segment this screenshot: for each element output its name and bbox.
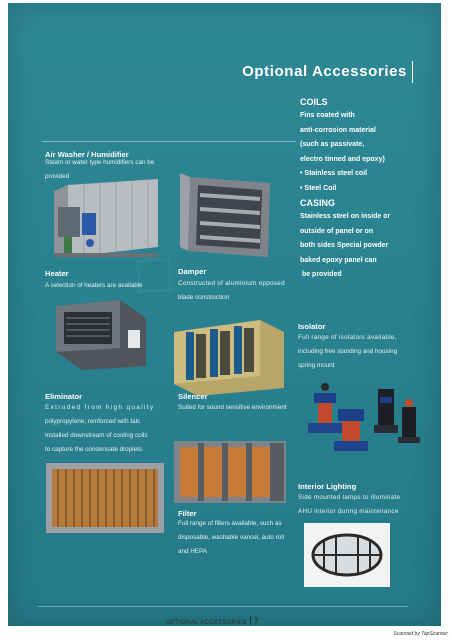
interior-lighting-line: AHU interior during maintenance [298, 508, 399, 515]
air-washer-heading: Air Washer / Humidifier [45, 150, 129, 159]
air-washer-line: provided [45, 173, 70, 180]
heater-photo [48, 296, 148, 370]
isolator-heading: Isolator [298, 322, 326, 331]
filter-line: disposable, washable vancel, auto roll [178, 534, 285, 541]
casing-text [300, 210, 390, 283]
lamp-photo [304, 523, 390, 587]
eliminator-text [45, 401, 162, 457]
silencer-text [178, 401, 287, 415]
eliminator-photo [46, 463, 164, 533]
filter-line: and HEPA [178, 548, 207, 555]
isolator-text [298, 331, 397, 373]
isolator-line: Full range of isolators available, [298, 334, 397, 341]
footer-label: OPTIONAL ACCESSORIES [166, 620, 247, 626]
air-washer-line: Steam or water type humidifiers can be [45, 159, 155, 166]
damper-line: Constructed of aluminium opposed [178, 280, 285, 287]
footer-separator [250, 616, 251, 625]
silencer-line: Suited for sound sensitive environment [178, 404, 287, 411]
coils-line: anti-corrosion material [300, 126, 376, 134]
silencer-heading: Silencer [178, 392, 208, 401]
interior-lighting-line: Side mounted lamps to illuminate [298, 494, 401, 501]
coils-text [300, 109, 385, 196]
casing-line: Stainless steel on inside or [300, 213, 391, 220]
casing-line: outside of panel or on [300, 227, 374, 235]
damper-text [178, 277, 285, 305]
eliminator-line: to capture the condensate droplets [45, 446, 142, 453]
heater-heading: Heater [45, 269, 69, 278]
casing-heading: CASING [300, 198, 336, 208]
eliminator-heading: Eliminator [45, 392, 83, 401]
coils-line: Fins coated with [300, 112, 355, 119]
filter-heading: Filter [178, 509, 197, 518]
casing-line: be provided [300, 271, 342, 278]
silencer-photo [174, 318, 286, 396]
scanner-credit: Scanned by TapScanner [393, 631, 448, 637]
footer-rule [38, 606, 408, 607]
coils-line: electro tinned and epoxy) [300, 155, 385, 163]
damper-heading: Damper [178, 267, 207, 276]
coils-line: (such as passivate, [300, 141, 365, 148]
eliminator-line: Installed downstream of cooling coils [45, 432, 148, 439]
coils-bullet: • Stainless steel coil [300, 170, 368, 177]
isolator-photo [294, 379, 434, 459]
interior-lighting-text [298, 491, 400, 519]
damper-line: blade construction [178, 294, 230, 301]
coils-heading: COILS [300, 97, 328, 107]
isolator-line: spring mount [298, 362, 335, 369]
page-title: Optional Accessories [242, 63, 407, 80]
isolator-line: including free standing and housing [298, 348, 398, 355]
title-divider [412, 61, 413, 83]
eliminator-line: polypropylene, reinforced with talc [45, 418, 141, 425]
heater-text [45, 279, 143, 293]
damper-photo [180, 173, 274, 265]
filter-line: Full range of filters available, such as [178, 520, 282, 527]
heater-line: A selection of heaters are available [45, 282, 143, 289]
filter-text [178, 517, 284, 559]
casing-line: baked epoxy panel can [300, 256, 377, 264]
coils-bullet: • Steel Coil [300, 184, 337, 192]
air-washer-photo [54, 177, 158, 261]
interior-lighting-heading: Interior Lighting [298, 482, 357, 491]
section-divider [42, 141, 296, 142]
casing-line: both sides Special powder [300, 242, 389, 249]
page-number: 7 [253, 616, 260, 626]
eliminator-line: Extruded from high quality [45, 404, 155, 411]
page-footer [166, 616, 259, 626]
filter-photo [174, 439, 286, 505]
teal-panel [8, 3, 441, 626]
